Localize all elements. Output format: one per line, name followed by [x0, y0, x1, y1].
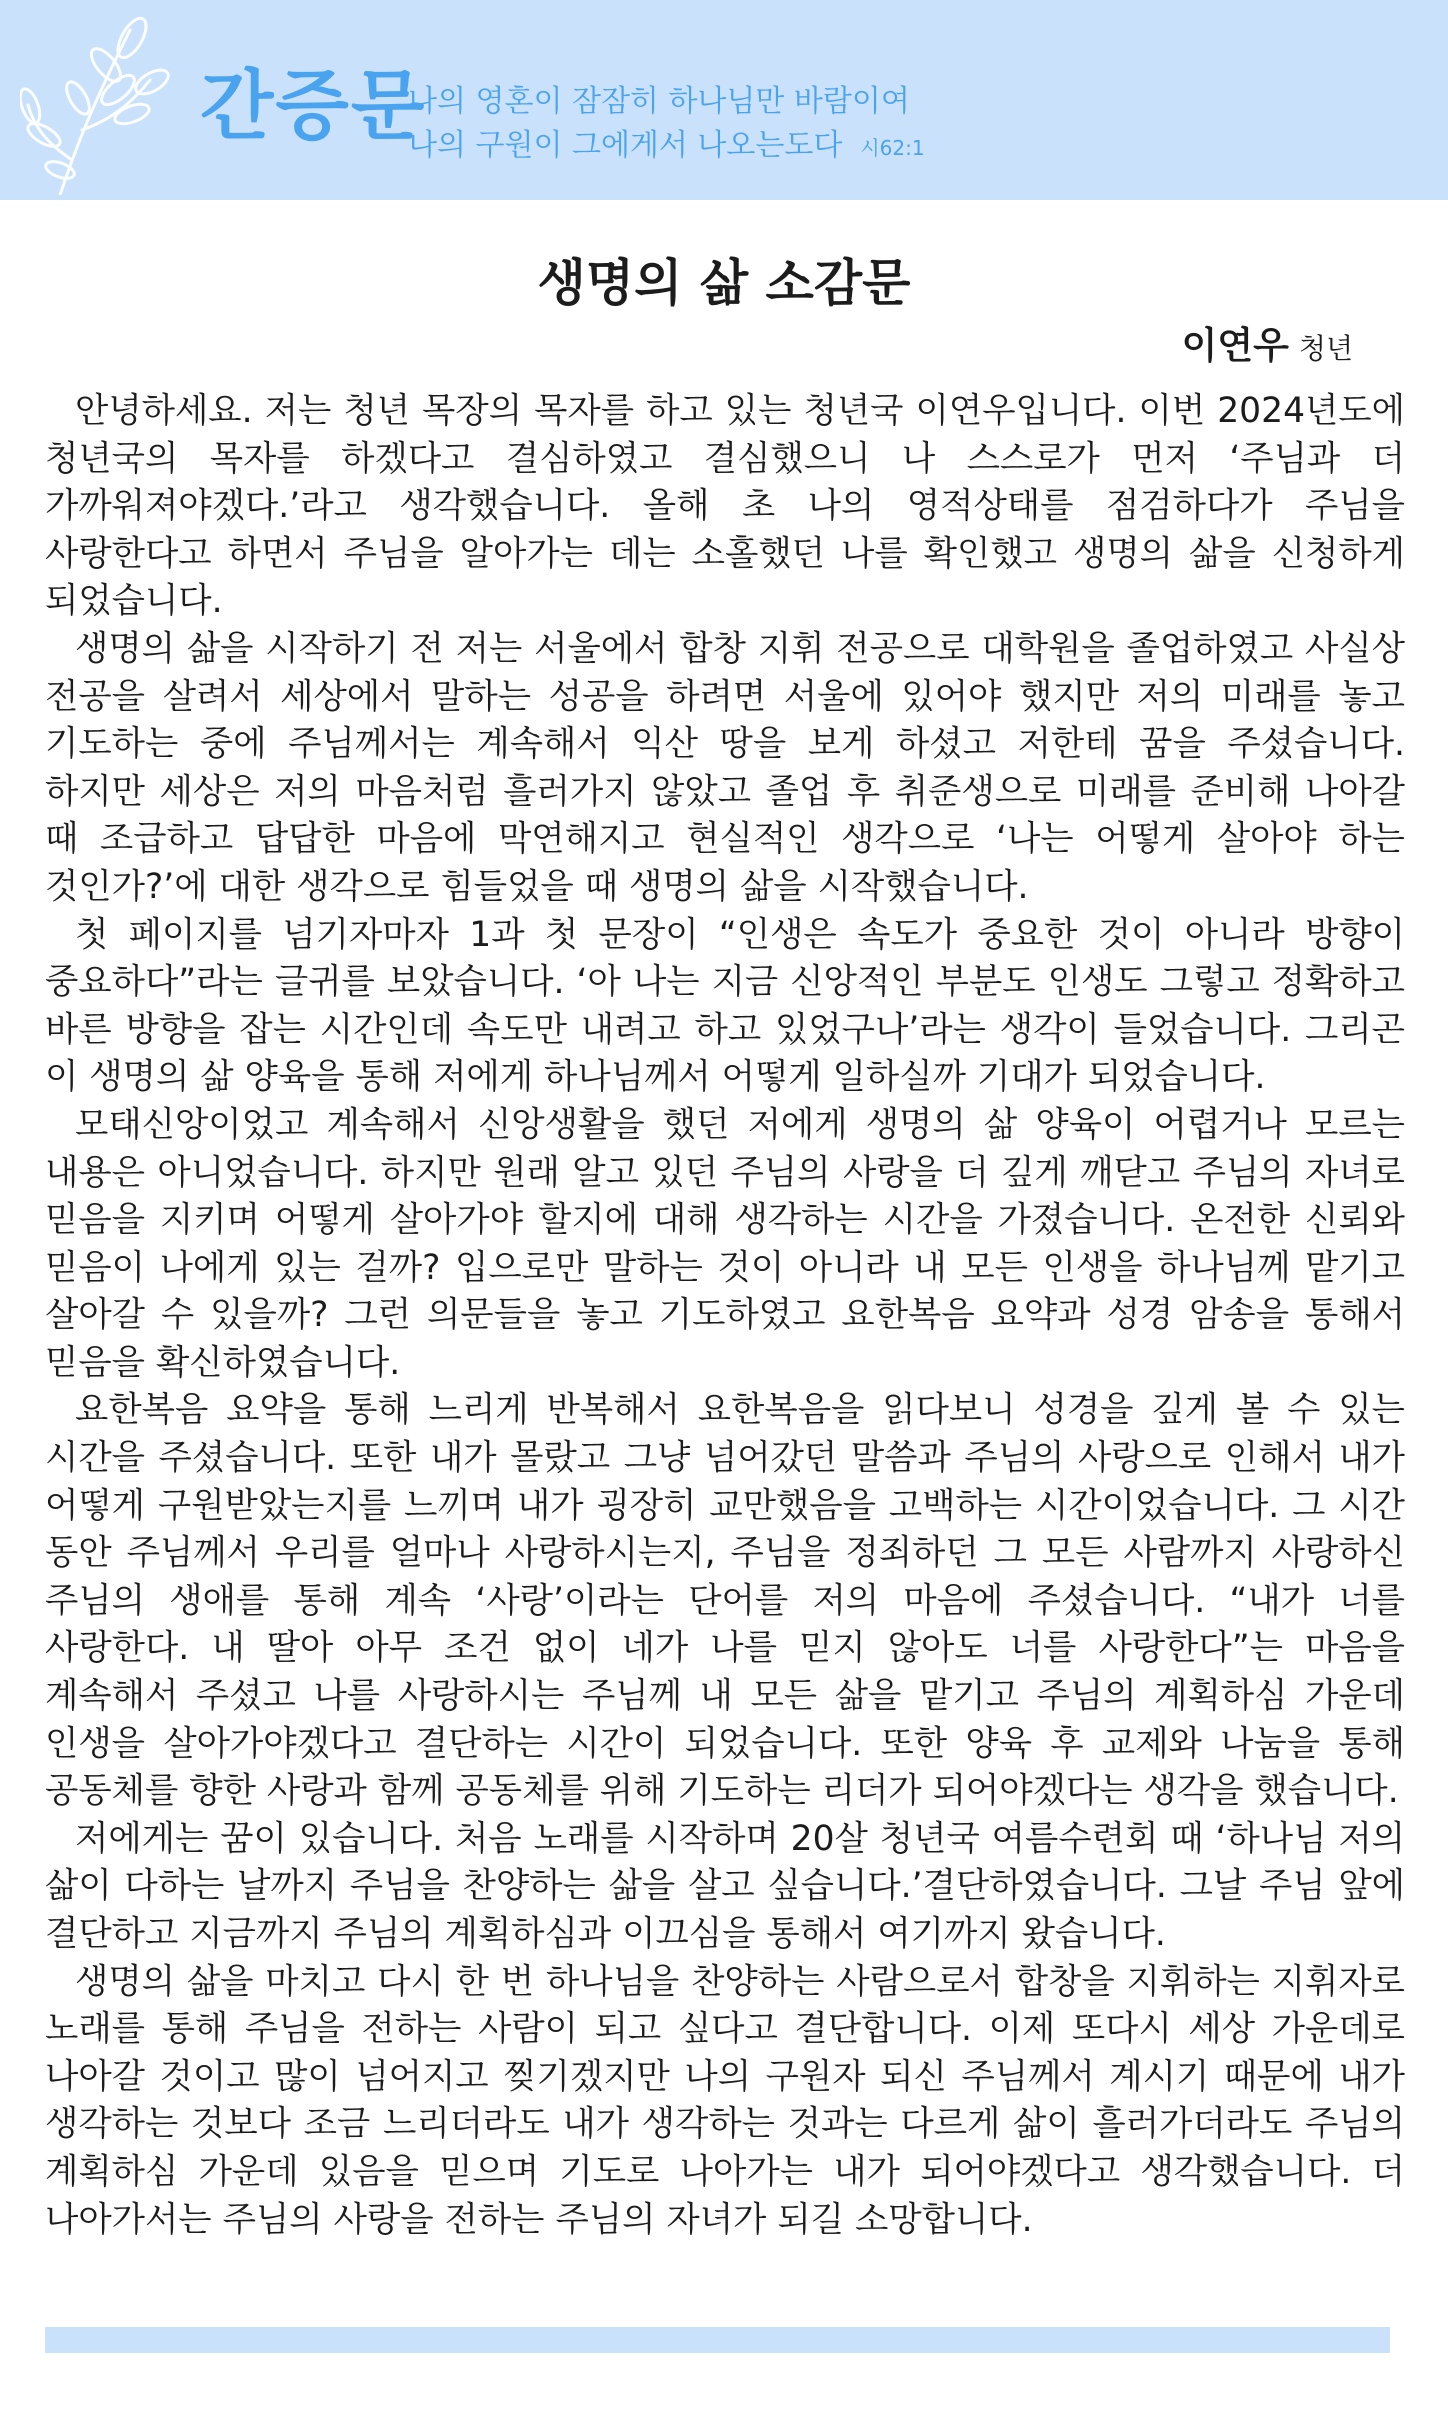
verse-line-1: 나의 영혼이 잠잠히 하나님만 바람이여: [408, 84, 910, 119]
paragraph: 생명의 삶을 마치고 다시 한 번 하나님을 찬양하는 사람으로서 합창을 지휘하는 지휘자로 노래를 통해 주님을 전하는 사람이 되고 싶다고 결단합니다. 이제 또다시 세상 가운데로 나아갈 것이고 많이 넘어지고 찢기겠지만 나의 구원자 되신 주님께서 계시기 때문에 내가 생각하는 것보다 조금 느리더라도 내가 생각하는 것과는 다르게 삶이 흘러가더라도 주님의 계획하심 가운데 있음을 믿으며 기도로 나아가는 내가 되어야겠다고 생각했습니다. 더 나아가서는 주님의 사랑을 전하는 주님의 자녀가 되길 소망합니다.: [45, 1961, 1405, 2240]
verse-reference: 시62:1: [860, 136, 925, 160]
leaf-branch-icon: [20, 10, 180, 195]
verse-line-2-text: 나의 구원이 그에게서 나오는도다: [408, 128, 843, 163]
paragraph: 안녕하세요. 저는 청년 목장의 목자를 하고 있는 청년국 이연우입니다. 이번 2024년도에 청년국의 목자를 하겠다고 결심하였고 결심했으니 나 스스로가 먼저 ‘주님과 더 가까워져야겠다.’라고 생각했습니다. 올해 초 나의 영적상태를 점검하다가 주님을 사랑한다고 하면서 주님을 알아가는 데는 소홀했던 나를 확인했고 생명의 삶을 신청하게 되었습니다.: [45, 391, 1405, 622]
section-title: 간증문: [200, 61, 427, 150]
paragraph: 첫 페이지를 넘기자마자 1과 첫 문장이 “인생은 속도가 중요한 것이 아니라 방향이 중요하다”라는 글귀를 보았습니다. ‘아 나는 지금 신앙적인 부분도 인생도 그렇고 정확하고 바른 방향을 잡는 시간인데 속도만 내려고 하고 있었구나’라는 생각이 들었습니다. 그리곤 이 생명의 삶 양육을 통해 저에게 하나님께서 어떻게 일하실까 기대가 되었습니다.: [45, 914, 1405, 1098]
author-byline: [1181, 324, 1353, 367]
author-role: 청년: [1298, 332, 1353, 365]
article-title: 생명의 삶 소감문: [537, 254, 911, 312]
paragraph: 생명의 삶을 시작하기 전 저는 서울에서 합창 지휘 전공으로 대학원을 졸업하였고 사실상 전공을 살려서 세상에서 말하는 성공을 하려면 서울에 있어야 했지만 저의 미래를 놓고 기도하는 중에 주님께서는 계속해서 익산 땅을 보게 하셨고 저한테 꿈을 주셨습니다. 하지만 세상은 저의 마음처럼 흘러가지 않았고 졸업 후 취준생으로 미래를 준비해 나아갈 때 조급하고 답답한 마음에 막연해지고 현실적인 생각으로 ‘나는 어떻게 살아야 하는 것인가?’에 대한 생각으로 힘들었을 때 생명의 삶을 시작했습니다.: [45, 628, 1405, 907]
paragraph: 요한복음 요약을 통해 느리게 반복해서 요한복음을 읽다보니 성경을 깊게 볼 수 있는 시간을 주셨습니다. 또한 내가 몰랐고 그냥 넘어갔던 말씀과 주님의 사랑으로 인해서 내가 어떻게 구원받았는지를 느끼며 내가 굉장히 교만했음을 고백하는 시간이었습니다. 그 시간 동안 주님께서 우리를 얼마나 사랑하시는지, 주님을 정죄하던 그 모든 사람까지 사랑하신 주님의 생애를 통해 계속 ‘사랑’이라는 단어를 저의 마음에 주셨습니다. “내가 너를 사랑한다. 내 딸아 아무 조건 없이 네가 나를 믿지 않아도 너를 사랑한다”는 마음을 계속해서 주셨고 나를 사랑하시는 주님께 내 모든 삶을 맡기고 주님의 계획하심 가운데 인생을 살아가야겠다고 결단하는 시간이 되었습니다. 또한 양육 후 교제와 나눔을 통해 공동체를 향한 사랑과 함께 공동체를 위해 기도하는 리더가 되어야겠다는 생각을 했습니다.: [45, 1390, 1405, 1812]
article-body: [45, 388, 1405, 2244]
verse-line-2: [408, 124, 925, 170]
header-band: [0, 0, 1448, 200]
paragraph: 저에게는 꿈이 있습니다. 처음 노래를 시작하며 20살 청년국 여름수련회 때 ‘하나님 저의 삶이 다하는 날까지 주님을 찬양하는 삶을 살고 싶습니다.’결단하였습니다. 그날 주님 앞에 결단하고 지금까지 주님의 계획하심과 이끄심을 통해서 여기까지 왔습니다.: [45, 1818, 1405, 1954]
author-name: 이연우: [1181, 324, 1289, 367]
paragraph: 모태신앙이었고 계속해서 신앙생활을 했던 저에게 생명의 삶 양육이 어렵거나 모르는 내용은 아니었습니다. 하지만 원래 알고 있던 주님의 사랑을 더 깊게 깨닫고 주님의 자녀로 믿음을 지키며 어떻게 살아가야 할지에 대해 생각하는 시간을 가졌습니다. 온전한 신뢰와 믿음이 나에게 있는 걸까? 입으로만 말하는 것이 아니라 내 모든 인생을 하나님께 맡기고 살아갈 수 있을까? 그런 의문들을 놓고 기도하였고 요한복음 요약과 성경 암송을 통해서 믿음을 확신하였습니다.: [45, 1104, 1405, 1383]
scripture-verse: [408, 80, 925, 170]
footer-band: [45, 2327, 1390, 2353]
